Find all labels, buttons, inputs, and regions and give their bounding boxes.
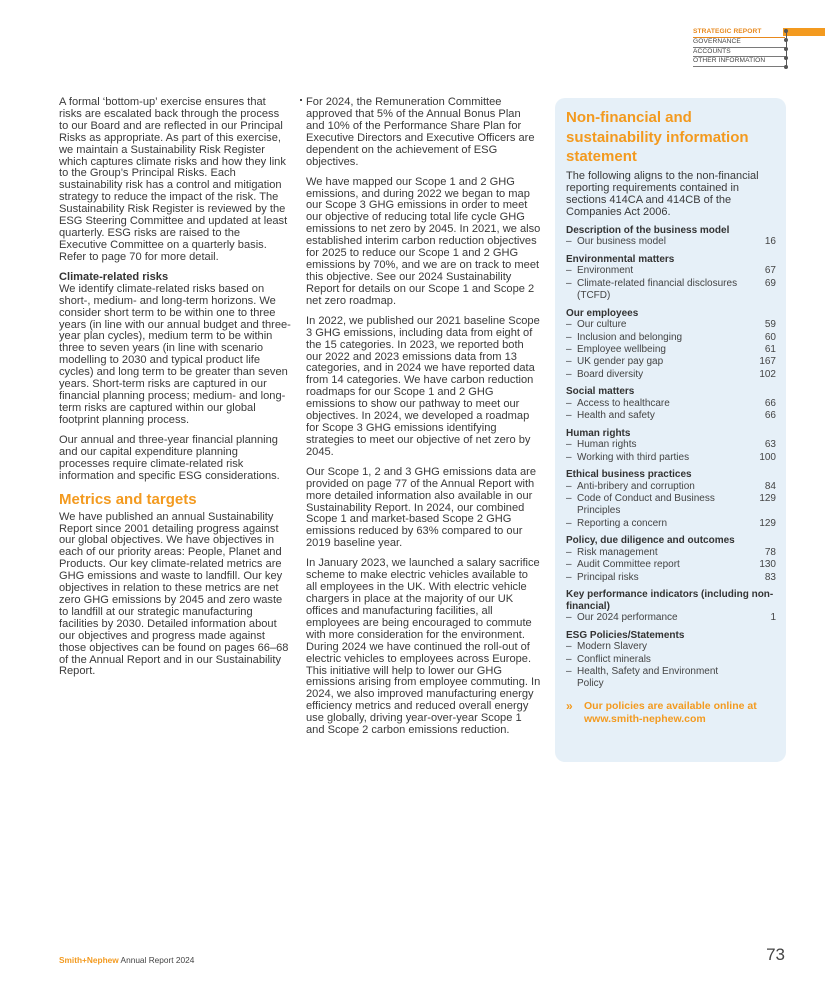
index-entry-label: Anti-bribery and corruption bbox=[577, 480, 695, 492]
footer bbox=[59, 955, 194, 965]
index-group bbox=[566, 589, 776, 625]
paragraph: For 2024, the Remuneration Committee approved that 5% of the Annual Bonus Plan and 10% of the Performance Share Plan for Executive Directors and Executive Officers are dependent on the achievement of ESG objectives. bbox=[306, 96, 535, 168]
index-group bbox=[566, 308, 776, 382]
index-entry-page: 61 bbox=[764, 343, 776, 355]
index-group bbox=[566, 469, 776, 530]
index-entry-label: Human rights bbox=[577, 439, 637, 451]
index-group bbox=[566, 225, 776, 249]
dash-bullet: – bbox=[566, 492, 572, 504]
index-entry-page: 167 bbox=[759, 356, 776, 368]
index-entry-page: 60 bbox=[764, 331, 776, 343]
index-entry-label: Modern Slavery bbox=[577, 641, 648, 653]
index-entry[interactable] bbox=[566, 278, 776, 303]
paragraph: A formal ‘bottom-up’ exercise ensures that risks are escalated back through the process to our Board and are reflected in our Principal Risks as appropriate. As part of this exercise, we maintain a Sustainability Risk Register which captures climate risks and how they link to the Group’s Principal Risks. Each sustainability risk has a control and mitigation strategy to reduce the impact of the risk. The Sustainability Risk Register is reviewed by the ESG Steering Committee and updated at least quarterly. ESG risks are raised to the Executive Committee on a quarterly basis. Refer to page 70 for more detail. bbox=[59, 96, 288, 263]
index-entry-page bbox=[746, 641, 776, 653]
index-group bbox=[566, 386, 776, 422]
policies-link[interactable] bbox=[566, 700, 776, 726]
index-entry-label: UK gender pay gap bbox=[577, 356, 664, 368]
index-entry[interactable] bbox=[566, 332, 776, 344]
index-entry[interactable] bbox=[566, 319, 776, 331]
index-entry[interactable] bbox=[566, 356, 776, 368]
dash-bullet: – bbox=[566, 571, 572, 583]
index-group-heading: ESG Policies/Statements bbox=[566, 629, 685, 641]
dash-bullet: – bbox=[566, 451, 572, 463]
index-group-heading: Key performance indicators (including non-financial) bbox=[566, 588, 774, 612]
index-entry-label: Our business model bbox=[577, 236, 666, 248]
index-entry[interactable] bbox=[566, 518, 776, 530]
dash-bullet: – bbox=[566, 236, 572, 248]
paragraph: Our annual and three-year financial planning and our capital expenditure planning processes require climate-related risk information and specific ESG considerations. bbox=[59, 433, 280, 482]
index-entry-page: 84 bbox=[764, 480, 776, 492]
index-group-heading: Ethical business practices bbox=[566, 468, 692, 480]
nav-accounts[interactable]: ACCOUNTS bbox=[693, 48, 785, 58]
index-entry-page: 16 bbox=[764, 236, 776, 248]
index-entry-page: 102 bbox=[759, 368, 776, 380]
index-entry-label: Board diversity bbox=[577, 368, 644, 380]
report-name: Annual Report 2024 bbox=[118, 955, 195, 965]
nav-governance[interactable]: GOVERNANCE bbox=[693, 38, 785, 48]
page-number: 73 bbox=[766, 945, 785, 964]
dash-bullet: – bbox=[566, 368, 572, 380]
index-entry-page: 67 bbox=[764, 265, 776, 277]
index-entry-page bbox=[746, 666, 776, 691]
index-entry[interactable] bbox=[566, 493, 776, 518]
index-entry-label: Principal risks bbox=[577, 571, 639, 583]
index-entry-label: Code of Conduct and Business Principles bbox=[577, 492, 715, 517]
index-group-heading: Description of the business model bbox=[566, 224, 730, 236]
column-left bbox=[59, 97, 291, 687]
index-entry[interactable] bbox=[566, 559, 776, 571]
index-group-heading: Human rights bbox=[566, 427, 631, 439]
index-entry-label: Access to healthcare bbox=[577, 397, 670, 409]
dash-bullet: – bbox=[566, 319, 572, 331]
nav-dot bbox=[784, 29, 788, 33]
index-entry-label: Health and safety bbox=[577, 410, 655, 422]
nav-strategic-report[interactable]: STRATEGIC REPORT bbox=[693, 28, 785, 38]
dash-bullet: – bbox=[566, 517, 572, 529]
double-chevron-icon: » bbox=[566, 698, 573, 713]
index-entry[interactable] bbox=[566, 452, 776, 464]
paragraph: Our Scope 1, 2 and 3 GHG emissions data are provided on page 77 of the Annual Report with more detailed information also available in our Sustainability Report. In 2024, our combined Scope 1 and market-based Scope 2 GHG emissions reduced by 63% compared to our 2019 baseline year. bbox=[306, 465, 537, 550]
index-entry-page: 63 bbox=[764, 439, 776, 451]
dash-bullet: – bbox=[566, 439, 572, 451]
index-entry[interactable] bbox=[566, 398, 776, 410]
dash-bullet: – bbox=[566, 277, 572, 289]
index-entry-label: Risk management bbox=[577, 546, 658, 558]
paragraph: In 2022, we published our 2021 baseline Scope 3 GHG emissions, including data from eight of the 15 categories. In 2023, we reported both our 2022 and 2023 emissions data from 13 categories, and in 2024 we have reported data from 14 categories. We have carbon reduction roadmaps for our Scope 1 and 2 GHG emissions to show our pathway to meet our objectives. In 2024, we developed a roadmap for Scope 3 GHG emissions identifying strategies to meet our objective of net zero by 2045. bbox=[306, 314, 540, 458]
index-entry[interactable] bbox=[566, 612, 776, 624]
index-entry[interactable] bbox=[566, 547, 776, 559]
nav-active-marker bbox=[783, 28, 825, 36]
index-group-heading: Our employees bbox=[566, 307, 639, 319]
index-entry-page: 83 bbox=[764, 571, 776, 583]
climate-risks-heading: Climate-related risks bbox=[59, 270, 169, 283]
paragraph: In January 2023, we launched a salary sacrifice scheme to make electric vehicles available to all employees in the UK. With electric vehicle chargers in place at the majority of our UK offices and manufacturing facilities, all employees are being encouraged to commute with more consideration for the environment. During 2024 we have continued the roll-out of electric vehicles to employees across Europe. This initiative will help to lower our GHG emissions arising from employee commuting. In 2024, we also improved manufacturing energy efficiency metrics and reduced overall energy use globally, driving year-over-year Scope 1 and Scope 2 carbon emissions reduction. bbox=[306, 557, 541, 737]
index-entry-page: 1 bbox=[770, 612, 776, 624]
column-middle bbox=[306, 97, 542, 745]
index-entry-label: Climate-related financial disclosures (TCFD) bbox=[577, 277, 738, 302]
index-entry-page: 130 bbox=[759, 559, 776, 571]
index-entry-page: 69 bbox=[764, 277, 776, 289]
nonfinancial-statement-box bbox=[555, 98, 786, 762]
box-intro: The following aligns to the non-financial reporting requirements contained in sections 414CA and 414CB of the Companies Act 2006. bbox=[566, 169, 759, 219]
index-entry-label: Conflict minerals bbox=[577, 653, 651, 665]
dash-bullet: – bbox=[566, 397, 572, 409]
index-entry-label: Working with third parties bbox=[577, 451, 690, 463]
metrics-targets-heading: Metrics and targets bbox=[59, 490, 197, 508]
index-entry-label: Employee wellbeing bbox=[577, 343, 666, 355]
dash-bullet: – bbox=[566, 559, 572, 571]
index-entry-page: 66 bbox=[764, 410, 776, 422]
nav-dot bbox=[784, 38, 788, 42]
index-entry[interactable] bbox=[566, 666, 776, 691]
nav-dot bbox=[784, 56, 788, 60]
index-entry[interactable] bbox=[566, 481, 776, 493]
nav-dot bbox=[784, 47, 788, 51]
index-entry[interactable] bbox=[566, 641, 776, 653]
dash-bullet: – bbox=[566, 356, 572, 368]
index-entry-page: 59 bbox=[764, 319, 776, 331]
section-nav bbox=[693, 28, 785, 67]
dash-bullet: – bbox=[566, 410, 572, 422]
dash-bullet: – bbox=[566, 665, 572, 677]
index-group-heading: Policy, due diligence and outcomes bbox=[566, 535, 735, 547]
dash-bullet: – bbox=[566, 653, 572, 665]
index-entry-page: 66 bbox=[764, 397, 776, 409]
dash-bullet: – bbox=[566, 546, 572, 558]
index-group bbox=[566, 630, 776, 691]
index-entry-label: Environment bbox=[577, 265, 634, 277]
paragraph: We identify climate-related risks based on short-, medium- and long-term horizons. We consider short term to be within one to three years (in line with our annual budget and three-year plan cycles), medium term to be within three to seven years (in line with scenario modelling to 2030 and typical product life cycles) and long term to be greater than seven years. Short-term risks are captured in our financial planning process; medium- and long-term risks are captured within our global footprint planning process. bbox=[59, 282, 291, 426]
index-entry-page: 129 bbox=[759, 492, 776, 504]
index-entry-label: Our culture bbox=[577, 319, 627, 331]
brand-name: Smith+Nephew bbox=[59, 955, 119, 965]
margin-mark bbox=[300, 99, 302, 101]
index-entry-label: Inclusion and belonging bbox=[577, 331, 683, 343]
index-group-heading: Environmental matters bbox=[566, 253, 675, 265]
index-entry[interactable] bbox=[566, 410, 776, 422]
index-entry-page: 100 bbox=[759, 451, 776, 463]
index-entry-label: Reporting a concern bbox=[577, 517, 668, 529]
index-entry-page: 129 bbox=[759, 517, 776, 529]
index-entry[interactable] bbox=[566, 369, 776, 381]
nav-dot bbox=[784, 65, 788, 69]
dash-bullet: – bbox=[566, 265, 572, 277]
index-group bbox=[566, 535, 776, 584]
index-entry[interactable] bbox=[566, 439, 776, 451]
index-entry-label: Health, Safety and Environment Policy bbox=[577, 665, 719, 690]
index-entry[interactable] bbox=[566, 654, 776, 666]
dash-bullet: – bbox=[566, 612, 572, 624]
index-groups bbox=[566, 225, 776, 691]
dash-bullet: – bbox=[566, 343, 572, 355]
nav-other-information[interactable]: OTHER INFORMATION bbox=[693, 57, 785, 67]
index-group bbox=[566, 254, 776, 303]
dash-bullet: – bbox=[566, 641, 572, 653]
index-entry-page: 78 bbox=[764, 546, 776, 558]
index-entry-label: Our 2024 performance bbox=[577, 612, 678, 624]
index-entry-label: Audit Committee report bbox=[577, 559, 680, 571]
index-group-heading: Social matters bbox=[566, 386, 635, 398]
policies-link-text[interactable]: Our policies are available online at www.smith-nephew.com bbox=[584, 699, 757, 725]
index-entry-page bbox=[746, 654, 776, 666]
dash-bullet: – bbox=[566, 331, 572, 343]
index-entry[interactable] bbox=[566, 572, 776, 584]
index-entry[interactable] bbox=[566, 236, 776, 248]
index-group bbox=[566, 428, 776, 464]
paragraph: We have published an annual Sustainability Report since 2001 detailing progress against our global objectives. We have objectives in each of our priority areas: People, Planet and Products. Our key climate-related metrics are GHG emissions and waste to landfill. Our key objectives in relation to these metrics are net zero GHG emissions by 2045 and zero waste to landfill at our strategic manufacturing facilities by 2030. Detailed information about our objectives and progress made against those objectives can be found on pages 66–68 of the Annual Report and in our Sustainability Report. bbox=[59, 510, 289, 678]
paragraph: We have mapped our Scope 1 and 2 GHG emissions, and during 2022 we began to map our Scope 3 GHG emissions in order to meet our objective of reducing total life cycle GHG emissions to net zero by 2045. In 2021, we also established interim carbon reduction objectives for 2025 to reduce our Scope 1 and 2 GHG emissions by 70%, and we are on track to meet this objective. See our 2024 Sustainability Report for details on our Scope 1 and Scope 2 net zero roadmap. bbox=[306, 175, 541, 307]
index-entry[interactable] bbox=[566, 344, 776, 356]
box-title: Non-financial and sustainability information statement bbox=[566, 109, 749, 165]
dash-bullet: – bbox=[566, 480, 572, 492]
index-entry[interactable] bbox=[566, 265, 776, 277]
